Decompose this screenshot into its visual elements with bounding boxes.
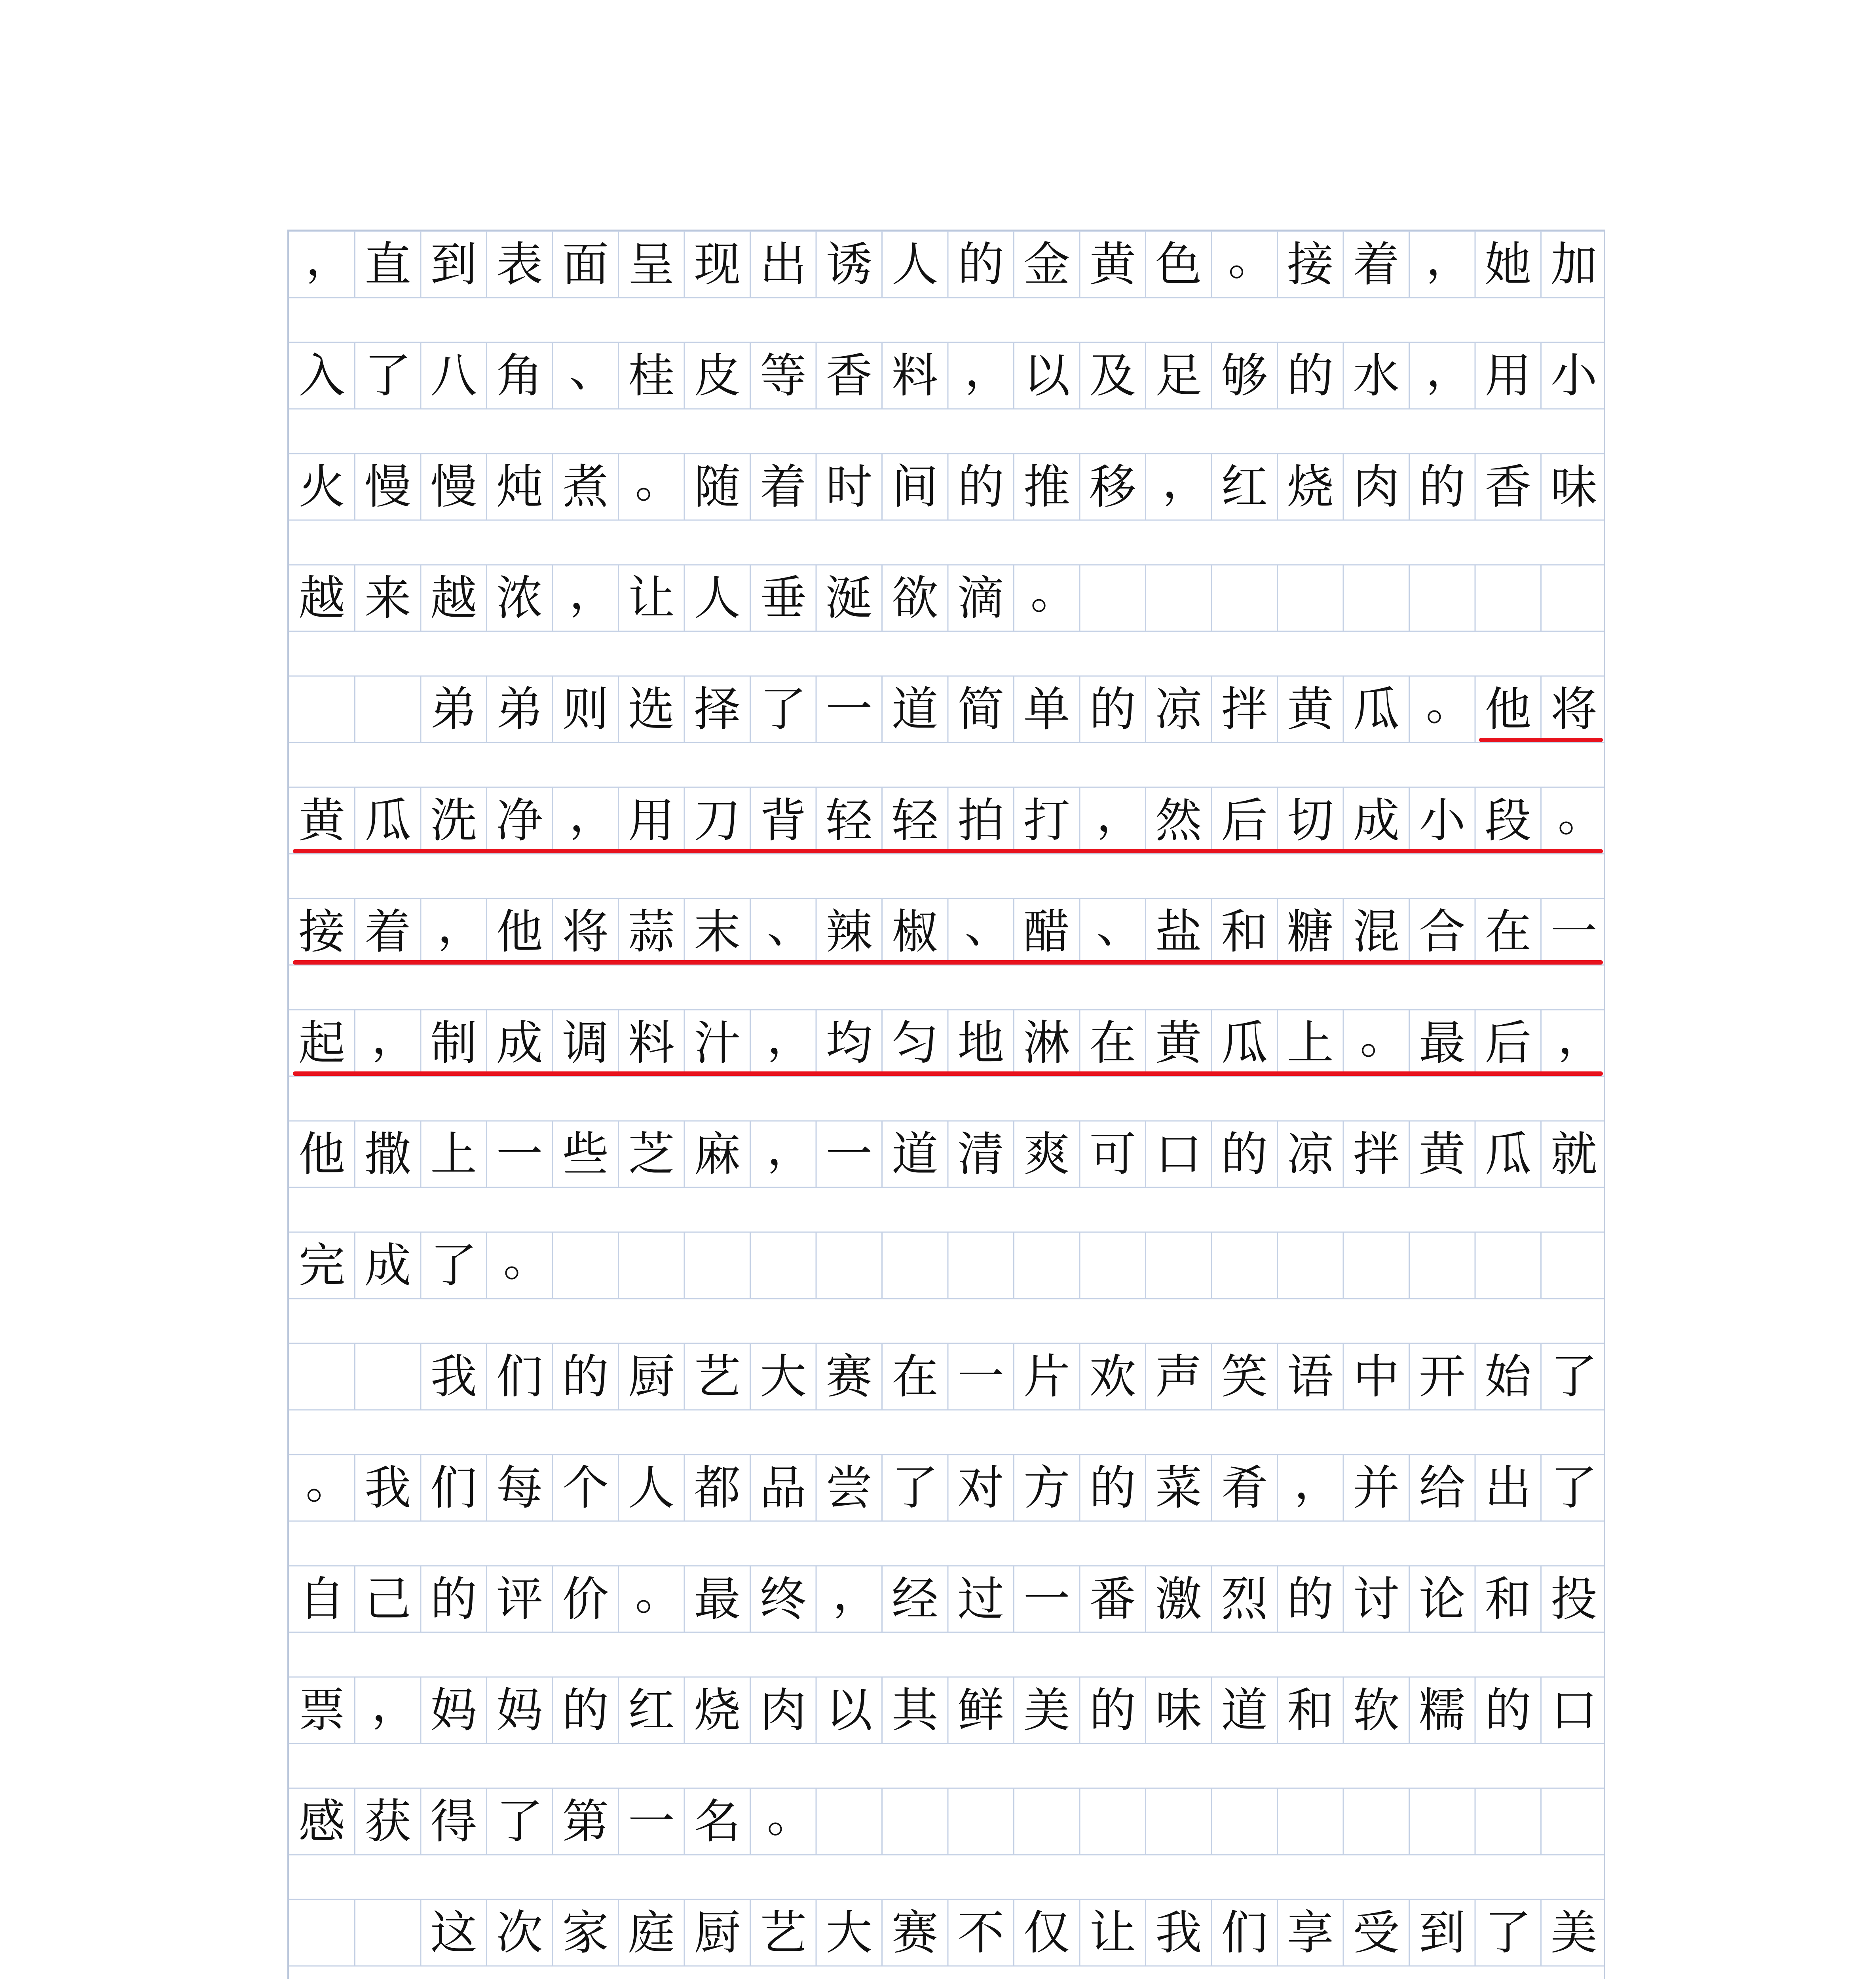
grid-char: 将 xyxy=(1550,682,1597,737)
grid-char: 我 xyxy=(430,1349,477,1404)
grid-char: 香 xyxy=(826,348,873,403)
grid-char: 、 xyxy=(965,898,1012,953)
grid-char: 料 xyxy=(628,1016,675,1070)
grid-char: 味 xyxy=(1550,460,1597,514)
grid-char: 、 xyxy=(1096,898,1143,953)
grid-char: 品 xyxy=(760,1461,807,1515)
grid-char: 着 xyxy=(760,460,807,514)
grid-char: 和 xyxy=(1287,1683,1334,1738)
grid-char: 方 xyxy=(1023,1461,1070,1515)
grid-char: 艺 xyxy=(760,1905,807,1960)
grid-char: 我 xyxy=(364,1461,411,1515)
grid-char: 不 xyxy=(957,1905,1004,1960)
grid-char: 成 xyxy=(1353,793,1400,848)
grid-char: 、 xyxy=(767,898,814,953)
grid-char: 加 xyxy=(1550,237,1597,292)
grid-char: 番 xyxy=(1089,1572,1136,1626)
grid-char: 及 xyxy=(1089,348,1136,403)
grid-char: 够 xyxy=(1221,348,1268,403)
essay-grid-sheet xyxy=(287,230,1605,1979)
grid-char: 地 xyxy=(957,1016,1004,1070)
grid-char: 调 xyxy=(562,1016,609,1070)
grid-char: 一 xyxy=(957,1349,1004,1404)
grid-char: 他 xyxy=(298,1127,346,1181)
grid-char: 轻 xyxy=(826,793,873,848)
grid-char: 、 xyxy=(569,342,616,397)
grid-char: 垂 xyxy=(760,571,807,625)
grid-char: 小 xyxy=(1418,793,1466,848)
grid-char: 轻 xyxy=(891,793,938,848)
grid-char: 段 xyxy=(1485,793,1532,848)
grid-char: ， xyxy=(437,898,484,953)
grid-char: 中 xyxy=(1353,1349,1400,1404)
grid-char: 的 xyxy=(430,1572,477,1626)
grid-char: 对 xyxy=(957,1461,1004,1515)
grid-char: 烧 xyxy=(694,1683,741,1738)
grid-char: 弟 xyxy=(496,682,543,737)
grid-char: 匀 xyxy=(891,1016,938,1070)
grid-char: 肴 xyxy=(1221,1461,1268,1515)
grid-char: 净 xyxy=(496,793,543,848)
grid-char: ， xyxy=(1426,231,1473,286)
grid-char: 他 xyxy=(1485,682,1532,737)
grid-char: 均 xyxy=(826,1016,873,1070)
grid-char: 的 xyxy=(1089,682,1136,737)
grid-char: 软 xyxy=(1353,1683,1400,1738)
grid-char: 凉 xyxy=(1287,1127,1334,1181)
grid-char: 间 xyxy=(891,460,938,514)
grid-char: 出 xyxy=(1485,1461,1532,1515)
grid-char: 的 xyxy=(1418,460,1466,514)
grid-char: 我 xyxy=(1155,1905,1202,1960)
grid-char: 人 xyxy=(628,1461,675,1515)
grid-char: 撒 xyxy=(364,1127,411,1181)
underline-segment xyxy=(293,1071,1603,1076)
grid-char: 的 xyxy=(1287,348,1334,403)
grid-char: 现 xyxy=(694,237,741,292)
grid-char: 些 xyxy=(562,1127,609,1181)
grid-char: 。 xyxy=(635,454,682,508)
grid-char: 一 xyxy=(496,1127,543,1181)
grid-char: 妈 xyxy=(430,1683,477,1738)
grid-char: 了 xyxy=(891,1461,938,1515)
grid-char: 庭 xyxy=(628,1905,675,1960)
grid-char: 慢 xyxy=(364,460,411,514)
grid-char: 然 xyxy=(1155,793,1202,848)
grid-char: 后 xyxy=(1485,1016,1532,1070)
grid-char: 的 xyxy=(1221,1127,1268,1181)
grid-char: 烧 xyxy=(1287,460,1334,514)
grid-char: 。 xyxy=(503,1232,550,1287)
grid-char: 一 xyxy=(628,1794,675,1849)
grid-char: ， xyxy=(569,565,616,619)
grid-char: 厨 xyxy=(694,1905,741,1960)
grid-char: 醋 xyxy=(1023,904,1070,959)
grid-char: 皮 xyxy=(694,348,741,403)
grid-char: 赛 xyxy=(826,1349,873,1404)
grid-char: 足 xyxy=(1155,348,1202,403)
grid-char: 单 xyxy=(1023,682,1070,737)
grid-char: 爽 xyxy=(1023,1127,1070,1181)
grid-char: 经 xyxy=(891,1572,938,1626)
grid-char: 黄 xyxy=(1287,682,1334,737)
grid-char: 己 xyxy=(364,1572,411,1626)
grid-char: 了 xyxy=(496,1794,543,1849)
grid-char: 诱 xyxy=(826,237,873,292)
grid-char: 最 xyxy=(1418,1016,1466,1070)
grid-char: 出 xyxy=(760,237,807,292)
grid-char: ， xyxy=(965,342,1012,397)
grid-char: 让 xyxy=(1089,1905,1136,1960)
grid-char: 着 xyxy=(364,904,411,959)
grid-char: 的 xyxy=(1089,1683,1136,1738)
grid-char: 涎 xyxy=(826,571,873,625)
grid-char: 金 xyxy=(1023,237,1070,292)
grid-char: 背 xyxy=(760,793,807,848)
grid-char: 尝 xyxy=(826,1461,873,1515)
grid-char: 打 xyxy=(1023,793,1070,848)
grid-char: 以 xyxy=(1023,348,1070,403)
grid-char: 了 xyxy=(430,1238,477,1293)
grid-char: ， xyxy=(1294,1455,1341,1509)
grid-char: 来 xyxy=(364,571,411,625)
grid-char: 的 xyxy=(562,1683,609,1738)
grid-char: 拌 xyxy=(1353,1127,1400,1181)
grid-char: 等 xyxy=(760,348,807,403)
grid-char: 过 xyxy=(957,1572,1004,1626)
grid-char: 炖 xyxy=(496,460,543,514)
grid-char: 价 xyxy=(562,1572,609,1626)
grid-char: 红 xyxy=(1221,460,1268,514)
grid-char: 浓 xyxy=(496,571,543,625)
grid-char: 人 xyxy=(694,571,741,625)
grid-char: 后 xyxy=(1221,793,1268,848)
grid-char: 选 xyxy=(628,682,675,737)
grid-char: 一 xyxy=(826,682,873,737)
grid-char: 瓜 xyxy=(364,793,411,848)
grid-char: 清 xyxy=(957,1127,1004,1181)
grid-char: 瓜 xyxy=(1221,1016,1268,1070)
grid-char: 到 xyxy=(1418,1905,1466,1960)
grid-char: 。 xyxy=(635,1566,682,1620)
grid-char: 料 xyxy=(891,348,938,403)
grid-char: 。 xyxy=(767,1788,814,1843)
grid-char: 。 xyxy=(1557,787,1604,842)
grid-char: 的 xyxy=(957,237,1004,292)
grid-char: 面 xyxy=(562,237,609,292)
grid-char: 感 xyxy=(298,1794,346,1849)
grid-char: 肉 xyxy=(760,1683,807,1738)
grid-char: 洗 xyxy=(430,793,477,848)
grid-char: 口 xyxy=(1155,1127,1202,1181)
grid-char: 火 xyxy=(298,460,346,514)
grid-char: ， xyxy=(767,1010,814,1064)
grid-char: 艺 xyxy=(694,1349,741,1404)
grid-char: 欲 xyxy=(891,571,938,625)
grid-char: 。 xyxy=(1030,565,1077,619)
grid-char: 瓜 xyxy=(1353,682,1400,737)
grid-char: 汁 xyxy=(694,1016,741,1070)
grid-char: 接 xyxy=(298,904,346,959)
grid-char: 片 xyxy=(1023,1349,1070,1404)
grid-char: 拍 xyxy=(957,793,1004,848)
grid-char: 美 xyxy=(1550,1905,1597,1960)
grid-char: ， xyxy=(1096,787,1143,842)
grid-char: 辣 xyxy=(826,904,873,959)
grid-char: 末 xyxy=(694,904,741,959)
grid-char: 成 xyxy=(496,1016,543,1070)
grid-char: 在 xyxy=(1485,904,1532,959)
grid-char: 切 xyxy=(1287,793,1334,848)
grid-char: 获 xyxy=(364,1794,411,1849)
grid-char: 了 xyxy=(1485,1905,1532,1960)
grid-char: 的 xyxy=(1485,1683,1532,1738)
grid-char: 越 xyxy=(298,571,346,625)
grid-char: 越 xyxy=(430,571,477,625)
grid-char: 论 xyxy=(1418,1572,1466,1626)
grid-char: 。 xyxy=(1360,1010,1407,1064)
grid-char: 角 xyxy=(496,348,543,403)
grid-char: 可 xyxy=(1089,1127,1136,1181)
grid-char: 始 xyxy=(1485,1349,1532,1404)
grid-char: 香 xyxy=(1485,460,1532,514)
grid-char: 刀 xyxy=(694,793,741,848)
grid-char: 次 xyxy=(496,1905,543,1960)
grid-char: 其 xyxy=(891,1683,938,1738)
grid-char: 和 xyxy=(1485,1572,1532,1626)
grid-char: 接 xyxy=(1287,237,1334,292)
grid-char: 。 xyxy=(306,1455,353,1509)
grid-char: 语 xyxy=(1287,1349,1334,1404)
grid-char: ， xyxy=(833,1566,880,1620)
grid-char: 移 xyxy=(1089,460,1136,514)
grid-char: 制 xyxy=(430,1016,477,1070)
grid-char: 在 xyxy=(1089,1016,1136,1070)
grid-char: 的 xyxy=(1287,1572,1334,1626)
grid-char: 黄 xyxy=(298,793,346,848)
grid-char: ， xyxy=(1162,454,1209,508)
grid-char: 呈 xyxy=(628,237,675,292)
grid-char: 黄 xyxy=(1155,1016,1202,1070)
grid-char: 在 xyxy=(891,1349,938,1404)
grid-char: 桂 xyxy=(628,348,675,403)
grid-char: 择 xyxy=(694,682,741,737)
grid-char: 激 xyxy=(1155,1572,1202,1626)
grid-char: 们 xyxy=(430,1461,477,1515)
grid-char: 味 xyxy=(1155,1683,1202,1738)
grid-char: 混 xyxy=(1353,904,1400,959)
underline-segment xyxy=(1479,738,1603,742)
grid-char: 入 xyxy=(298,348,346,403)
grid-char: ， xyxy=(1426,342,1473,397)
underline-segment xyxy=(293,960,1603,965)
grid-char: 的 xyxy=(1089,1461,1136,1515)
grid-char: ， xyxy=(1557,1010,1604,1064)
grid-char: 红 xyxy=(628,1683,675,1738)
grid-char: 欢 xyxy=(1089,1349,1136,1404)
grid-char: 个 xyxy=(562,1461,609,1515)
grid-char: 水 xyxy=(1353,348,1400,403)
grid-char: 口 xyxy=(1550,1683,1597,1738)
grid-char: 们 xyxy=(496,1349,543,1404)
grid-char: 麻 xyxy=(694,1127,741,1181)
grid-char: 着 xyxy=(1353,237,1400,292)
grid-char: 讨 xyxy=(1353,1572,1400,1626)
grid-char: 笑 xyxy=(1221,1349,1268,1404)
grid-char: 这 xyxy=(430,1905,477,1960)
grid-char: 开 xyxy=(1418,1349,1466,1404)
grid-char: 大 xyxy=(760,1349,807,1404)
grid-char: 推 xyxy=(1023,460,1070,514)
grid-char: 得 xyxy=(430,1794,477,1849)
grid-char: 慢 xyxy=(430,460,477,514)
grid-char: 肉 xyxy=(1353,460,1400,514)
grid-char: 用 xyxy=(1485,348,1532,403)
grid-char: 道 xyxy=(1221,1683,1268,1738)
grid-char: 名 xyxy=(694,1794,741,1849)
grid-char: 自 xyxy=(298,1572,346,1626)
grid-char: 道 xyxy=(891,1127,938,1181)
grid-char: 让 xyxy=(628,571,675,625)
grid-char: 合 xyxy=(1418,904,1466,959)
grid-char: 赛 xyxy=(891,1905,938,1960)
grid-char: 们 xyxy=(1221,1905,1268,1960)
grid-char: 他 xyxy=(496,904,543,959)
grid-char: 人 xyxy=(891,237,938,292)
grid-char: 黄 xyxy=(1418,1127,1466,1181)
grid-char: 声 xyxy=(1155,1349,1202,1404)
grid-char: 的 xyxy=(562,1349,609,1404)
grid-char: 色 xyxy=(1155,237,1202,292)
grid-char: 成 xyxy=(364,1238,411,1293)
grid-char: 盐 xyxy=(1155,904,1202,959)
grid-char: 第 xyxy=(562,1794,609,1849)
grid-char: 家 xyxy=(562,1905,609,1960)
grid-char: 到 xyxy=(430,237,477,292)
grid-char: 完 xyxy=(298,1238,346,1293)
grid-char: 椒 xyxy=(891,904,938,959)
grid-char: 起 xyxy=(298,1016,346,1070)
grid-char: 了 xyxy=(364,348,411,403)
grid-char: 受 xyxy=(1353,1905,1400,1960)
grid-char: 了 xyxy=(1550,1461,1597,1515)
grid-char: 并 xyxy=(1353,1461,1400,1515)
grid-char: 上 xyxy=(1287,1016,1334,1070)
grid-char: 都 xyxy=(694,1461,741,1515)
grid-char: 评 xyxy=(496,1572,543,1626)
grid-char: 一 xyxy=(1023,1572,1070,1626)
grid-char: 享 xyxy=(1287,1905,1334,1960)
grid-char: ， xyxy=(569,787,616,842)
grid-char: 仅 xyxy=(1023,1905,1070,1960)
grid-char: 滴 xyxy=(957,571,1004,625)
grid-char: 拌 xyxy=(1221,682,1268,737)
grid-char: 糯 xyxy=(1418,1683,1466,1738)
grid-char: 弟 xyxy=(430,682,477,737)
grid-char: 就 xyxy=(1550,1127,1597,1181)
grid-char: 上 xyxy=(430,1127,477,1181)
grid-char: 。 xyxy=(1426,676,1473,731)
underline-segment xyxy=(293,849,1603,853)
grid-char: 每 xyxy=(496,1461,543,1515)
grid-char: 小 xyxy=(1550,348,1597,403)
grid-char: 一 xyxy=(826,1127,873,1181)
grid-char: 烈 xyxy=(1221,1572,1268,1626)
grid-char: ， xyxy=(371,1677,418,1732)
grid-char: 最 xyxy=(694,1572,741,1626)
grid-char: ， xyxy=(371,1010,418,1064)
grid-char: 美 xyxy=(1023,1683,1070,1738)
grid-char: 蒜 xyxy=(628,904,675,959)
grid-char: 表 xyxy=(496,237,543,292)
grid-char: 将 xyxy=(562,904,609,959)
grid-char: 票 xyxy=(298,1683,346,1738)
grid-char: 了 xyxy=(760,682,807,737)
grid-char: 道 xyxy=(891,682,938,737)
grid-char: 时 xyxy=(826,460,873,514)
grid-char: ， xyxy=(306,231,353,286)
grid-char: 妈 xyxy=(496,1683,543,1738)
grid-char: 直 xyxy=(364,237,411,292)
grid-char: 黄 xyxy=(1089,237,1136,292)
grid-char: 淋 xyxy=(1023,1016,1070,1070)
grid-char: 八 xyxy=(430,348,477,403)
grid-char: 终 xyxy=(760,1572,807,1626)
grid-char: 以 xyxy=(826,1683,873,1738)
grid-char: 则 xyxy=(562,682,609,737)
grid-char: 一 xyxy=(1550,904,1597,959)
grid-char: 随 xyxy=(694,460,741,514)
grid-char: 。 xyxy=(1228,231,1275,286)
grid-char: 给 xyxy=(1418,1461,1466,1515)
grid-char: ， xyxy=(767,1121,814,1176)
grid-char: 和 xyxy=(1221,904,1268,959)
grid-char: 投 xyxy=(1550,1572,1597,1626)
grid-char: 鲜 xyxy=(957,1683,1004,1738)
grid-char: 的 xyxy=(957,460,1004,514)
grid-char: 大 xyxy=(826,1905,873,1960)
grid-char: 凉 xyxy=(1155,682,1202,737)
grid-char: 她 xyxy=(1485,237,1532,292)
grid-char: 简 xyxy=(957,682,1004,737)
grid-char: 用 xyxy=(628,793,675,848)
grid-char: 瓜 xyxy=(1485,1127,1532,1181)
grid-char: 煮 xyxy=(562,460,609,514)
grid-char: 芝 xyxy=(628,1127,675,1181)
grid-char: 菜 xyxy=(1155,1461,1202,1515)
grid-char: 厨 xyxy=(628,1349,675,1404)
grid-char: 了 xyxy=(1550,1349,1597,1404)
grid-char: 糖 xyxy=(1287,904,1334,959)
